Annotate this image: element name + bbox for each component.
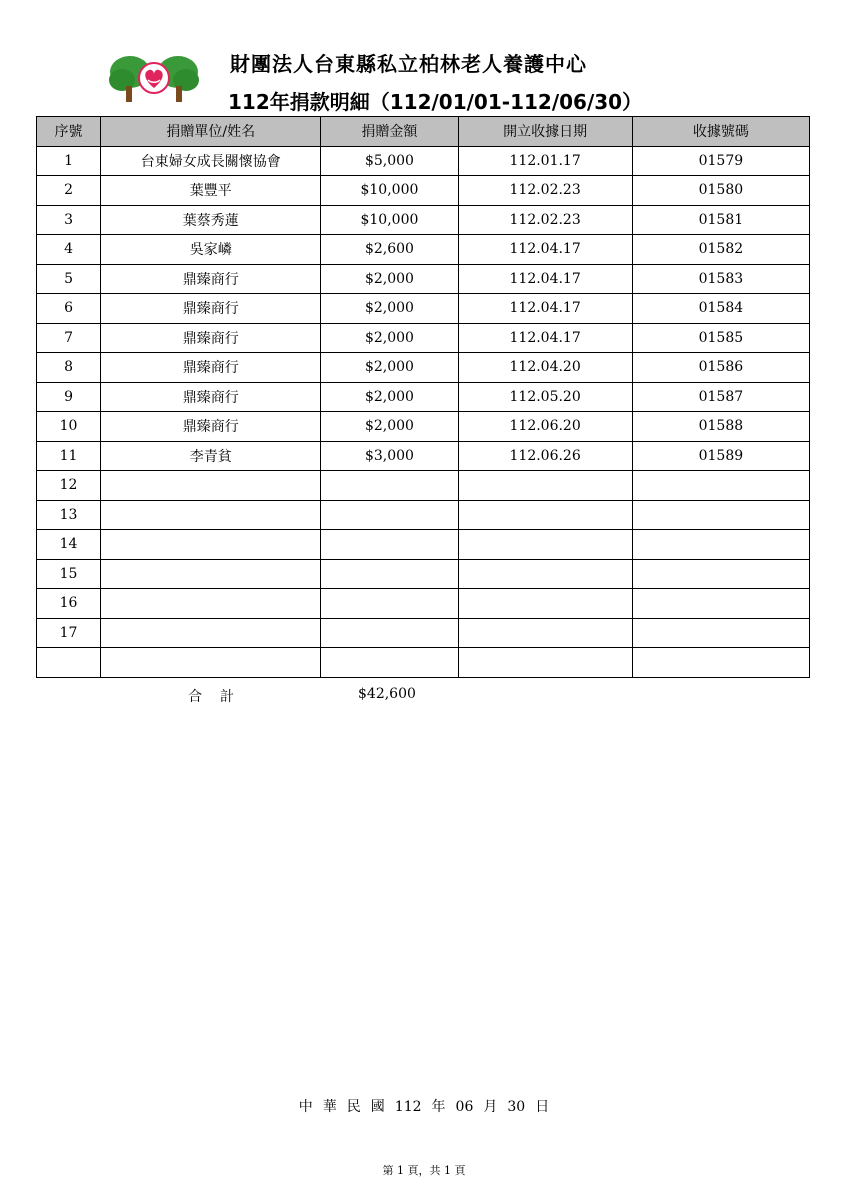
- table-cell: 112.02.23: [458, 205, 632, 235]
- table-cell: 112.04.17: [458, 294, 632, 324]
- table-cell: [458, 589, 632, 619]
- org-name: 財團法人台東縣私立柏林老人養護中心: [230, 52, 587, 76]
- table-row: [37, 618, 810, 648]
- table-cell: [101, 589, 321, 619]
- table-cell: 3: [37, 205, 101, 235]
- table-cell: 01580: [632, 176, 809, 206]
- date-part: 06: [455, 1099, 474, 1115]
- table-cell: 112.04.17: [458, 264, 632, 294]
- table-cell: 5: [37, 264, 101, 294]
- table-cell: 李青貧: [101, 441, 321, 471]
- column-header: 捐贈金額: [321, 117, 458, 147]
- table-cell: [458, 530, 632, 560]
- report-title: 112年捐款明細（112/01/01-112/06/30）: [228, 90, 643, 114]
- date-line: [0, 1096, 848, 1116]
- table-cell: $2,000: [321, 382, 458, 412]
- table-cell: 01586: [632, 353, 809, 383]
- table-cell: [321, 648, 458, 678]
- date-part: 年: [431, 1099, 446, 1115]
- date-part: 民: [346, 1099, 361, 1115]
- table-cell: 01587: [632, 382, 809, 412]
- table-cell: [632, 471, 809, 501]
- table-cell: [101, 559, 321, 589]
- table-cell: 112.04.17: [458, 323, 632, 353]
- table-cell: [458, 618, 632, 648]
- table-body: [37, 146, 810, 677]
- table-cell: 鼎臻商行: [101, 382, 321, 412]
- table-cell: $2,000: [321, 323, 458, 353]
- table-cell: 10: [37, 412, 101, 442]
- table-cell: 7: [37, 323, 101, 353]
- table-cell: 01581: [632, 205, 809, 235]
- date-part: 月: [483, 1099, 498, 1115]
- table-cell: 鼎臻商行: [101, 294, 321, 324]
- table-cell: 11: [37, 441, 101, 471]
- table-cell: [458, 471, 632, 501]
- table-cell: 01583: [632, 264, 809, 294]
- table-cell: 4: [37, 235, 101, 265]
- table-row: [37, 589, 810, 619]
- table-row: [37, 146, 810, 176]
- table-cell: [101, 530, 321, 560]
- table-cell: $2,600: [321, 235, 458, 265]
- table-row: [37, 382, 810, 412]
- table-cell: [632, 530, 809, 560]
- date-part: 112: [394, 1099, 422, 1115]
- table-cell: 01582: [632, 235, 809, 265]
- donation-table: [36, 116, 810, 678]
- date-part: 中: [298, 1099, 313, 1115]
- table-cell: 112.04.20: [458, 353, 632, 383]
- table-cell: 01579: [632, 146, 809, 176]
- table-cell: [458, 648, 632, 678]
- date-part: 國: [370, 1099, 385, 1115]
- table-cell: $2,000: [321, 264, 458, 294]
- table-cell: 01585: [632, 323, 809, 353]
- table-row: [37, 648, 810, 678]
- table-cell: [37, 648, 101, 678]
- table-row: [37, 176, 810, 206]
- table-cell: 鼎臻商行: [101, 264, 321, 294]
- table-cell: [101, 471, 321, 501]
- table-cell: 8: [37, 353, 101, 383]
- table-row: [37, 323, 810, 353]
- total-label: 合計: [188, 689, 252, 705]
- table-cell: 01584: [632, 294, 809, 324]
- table-header-row: [37, 117, 810, 147]
- column-header: 收據號碼: [632, 117, 809, 147]
- table-cell: 112.02.23: [458, 176, 632, 206]
- table-cell: 2: [37, 176, 101, 206]
- date-part: 日: [535, 1099, 550, 1115]
- table-cell: 17: [37, 618, 101, 648]
- table-cell: 12: [37, 471, 101, 501]
- table-cell: [632, 500, 809, 530]
- table-cell: 葉豐平: [101, 176, 321, 206]
- table-cell: [321, 618, 458, 648]
- table-row: [37, 530, 810, 560]
- table-cell: [458, 559, 632, 589]
- table-cell: [101, 618, 321, 648]
- table-row: [37, 471, 810, 501]
- table-cell: 112.06.20: [458, 412, 632, 442]
- table-cell: 112.01.17: [458, 146, 632, 176]
- table-row: [37, 441, 810, 471]
- table-row: [37, 264, 810, 294]
- table-cell: 鼎臻商行: [101, 353, 321, 383]
- table-cell: [321, 559, 458, 589]
- table-cell: 112.04.17: [458, 235, 632, 265]
- table-cell: [101, 500, 321, 530]
- table-cell: 01588: [632, 412, 809, 442]
- column-header: 序號: [37, 117, 101, 147]
- date-part: 30: [507, 1099, 526, 1115]
- table-row: [37, 500, 810, 530]
- table-cell: $10,000: [321, 205, 458, 235]
- table-cell: 112.06.26: [458, 441, 632, 471]
- table-row: [37, 235, 810, 265]
- table-cell: 15: [37, 559, 101, 589]
- table-cell: 吳家嶙: [101, 235, 321, 265]
- page-number: 第 1 頁，共 1 頁: [382, 1164, 466, 1177]
- table-cell: 14: [37, 530, 101, 560]
- table-cell: $3,000: [321, 441, 458, 471]
- total-amount: $42,600: [358, 686, 416, 702]
- table-row: [37, 294, 810, 324]
- table-cell: $2,000: [321, 294, 458, 324]
- table-row: [37, 353, 810, 383]
- table-cell: [321, 471, 458, 501]
- table-cell: 1: [37, 146, 101, 176]
- table-cell: 16: [37, 589, 101, 619]
- date-part: 華: [322, 1099, 337, 1115]
- table-row: [37, 559, 810, 589]
- table-cell: $2,000: [321, 412, 458, 442]
- table-row: [37, 412, 810, 442]
- table-cell: [321, 589, 458, 619]
- column-header: 捐贈單位/姓名: [101, 117, 321, 147]
- table-cell: [101, 648, 321, 678]
- table-cell: 13: [37, 500, 101, 530]
- table-cell: [632, 589, 809, 619]
- table-cell: [321, 530, 458, 560]
- table-cell: [632, 559, 809, 589]
- table-row: [37, 205, 810, 235]
- table-cell: [321, 500, 458, 530]
- table-cell: $5,000: [321, 146, 458, 176]
- table-cell: 9: [37, 382, 101, 412]
- table-cell: [458, 500, 632, 530]
- heart-tree-logo-icon: [108, 50, 200, 104]
- table-cell: [632, 648, 809, 678]
- table-cell: 112.05.20: [458, 382, 632, 412]
- table-cell: 葉蔡秀蓮: [101, 205, 321, 235]
- table-cell: [632, 618, 809, 648]
- table-cell: 鼎臻商行: [101, 412, 321, 442]
- table-cell: $2,000: [321, 353, 458, 383]
- table-cell: 鼎臻商行: [101, 323, 321, 353]
- table-cell: 6: [37, 294, 101, 324]
- table-cell: 台東婦女成長關懷協會: [101, 146, 321, 176]
- column-header: 開立收據日期: [458, 117, 632, 147]
- table-cell: 01589: [632, 441, 809, 471]
- table-cell: $10,000: [321, 176, 458, 206]
